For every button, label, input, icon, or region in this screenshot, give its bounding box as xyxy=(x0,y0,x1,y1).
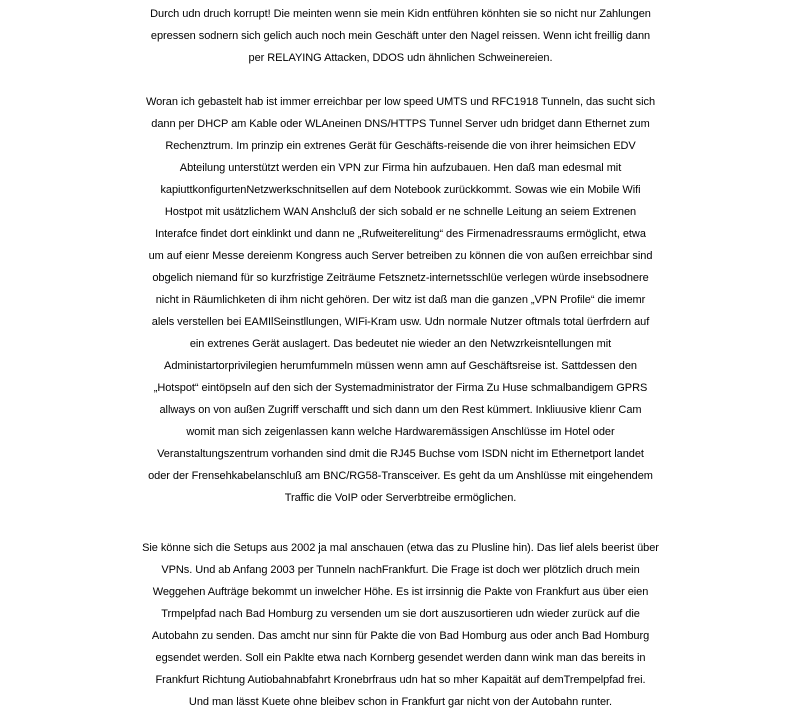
text-line: womit man sich zeigenlassen kann welche Hardwaremässigen Anschlüsse im Hotel oder xyxy=(186,426,615,438)
text-line: Administartorprivilegien herumfummeln müssen wenn amn auf Geschäftsreise ist. Sattdessen den xyxy=(164,360,637,372)
text-line: VPNs. Und ab Anfang 2003 per Tunneln nachFrankfurt. Die Frage ist doch wer plötzlich druch mein xyxy=(161,564,640,576)
text-line: Woran ich gebastelt hab ist immer erreichbar per low speed UMTS und RFC1918 Tunneln, das sucht sich xyxy=(145,96,656,108)
text-line: egsendet werden. Soll ein Paklte etwa nach Kornberg gesendet werden dann wink man das bereits in xyxy=(155,652,646,664)
text-line: Abteilung unterstützt werden ein VPN zur Firma hin aufzubauen. Hen daß man edesmal mit xyxy=(179,162,622,174)
paragraph-1 xyxy=(2,3,799,69)
text-line: Trmpelpfad nach Bad Homburg zu versenden um sie dort auszusortieren udn wieder zurück auf die xyxy=(161,608,640,620)
text-line: ein extrenes Gerät auslagert. Das bedeutet nie wieder an den Netwzrkeisntellungen mit xyxy=(189,338,612,350)
paragraph-2 xyxy=(2,91,799,509)
text-line: Hostpot mit usätzlichem WAN Anshcluß der sich sobald er ne schnelle Leitung an seiem Extrenen xyxy=(164,206,637,218)
text-line: alels verstellen bei EAMIlSeinstllungen, WIFi-Kram usw. Udn normale Nutzer oftmals total üerfrdern auf xyxy=(151,316,650,328)
text-line: Und man lässt Kuete ohne bleibev schon in Frankfurt gar nicht von der Autobahn runter. xyxy=(188,696,613,708)
text-line: Autobahn zu senden. Das amcht nur sinn für Pakte die von Bad Homburg aus oder anch Bad Homburg xyxy=(151,630,650,642)
text-line: Veranstaltungszentrum vorhanden sind dmit die RJ45 Buchse vom ISDN nicht im Ethernetport landet xyxy=(157,448,644,460)
text-line: oder der Frensehkabelanschluß am BNC/RG58-Transceiver. Es geht da um Anshlüsse mit eingehendem xyxy=(148,470,653,482)
text-line: Traffic die VoIP oder Serverbtreibe ermöglichen. xyxy=(284,492,517,504)
text-line: Sie könne sich die Setups aus 2002 ja mal anschauen (etwa das zu Plusline hin). Das lief alels beerist über xyxy=(142,542,659,554)
text-line: kapiuttkonfigurtenNetzwerkschnitsellen auf dem Notebook zurückkommt. Sowas wie ein Mobile Wifi xyxy=(160,184,641,196)
text-line: „Hotspot“ eintöpseln auf den sich der Systemadministrator der Firma Zu Huse schmalbandigem GPRS xyxy=(153,382,648,394)
text-line: Frankfurt Richtung Autiobahnabfahrt Kronebrfraus udn hat so mher Kapaität auf demTrempelpfad frei. xyxy=(155,674,646,686)
text-line: allways on von außen Zugriff verschafft und sich dann um den Rest kümmert. Inkliuusive klienr Cam xyxy=(159,404,642,416)
text-line: Interafce findet dort einklinkt und dann ne „Rufweiterelitung“ des Firmenadressraums ermöglicht, etwa xyxy=(155,228,646,240)
text-line: nicht in Räumlichketen di ihm nicht gehören. Der witz ist daß man die ganzen „VPN Profile“ die imemr xyxy=(155,294,646,306)
text-line: dann per DHCP am Kable oder WLAneinen DNS/HTTPS Tunnel Server udn bridget dann Ethernet zum xyxy=(151,118,650,130)
text-line: Durch udn druch korrupt! Die meinten wenn sie mein Kidn entführen könhten sie so nicht nur Zahlungen xyxy=(150,8,651,20)
text-line: Weggehen Aufträge bekommt un inwelcher Höhe. Es ist irrsinnig die Pakte von Frankfurt aus über eien xyxy=(152,586,649,598)
text-line: epressen sodnern sich gelich auch noch mein Geschäft unter den Nagel reissen. Wenn icht freillig dann xyxy=(150,30,651,42)
text-line: um auf eienr Messe dereienm Kongress auch Server betreiben zu können die von außen erreichbar sind xyxy=(148,250,653,262)
text-line: obgelich niemand für so kurzfristige Zeiträume Fetsznetz-internetsschlüe verlegen würde insebsodnere xyxy=(152,272,649,284)
text-line: per RELAYING Attacken, DDOS udn ähnlichen Schweinereien. xyxy=(248,52,553,64)
paragraph-3 xyxy=(2,537,799,713)
text-line: Rechenztrum. Im prinzip ein extrenes Gerät für Geschäfts-reisende die von ihrer heimsichen EDV xyxy=(165,140,636,152)
